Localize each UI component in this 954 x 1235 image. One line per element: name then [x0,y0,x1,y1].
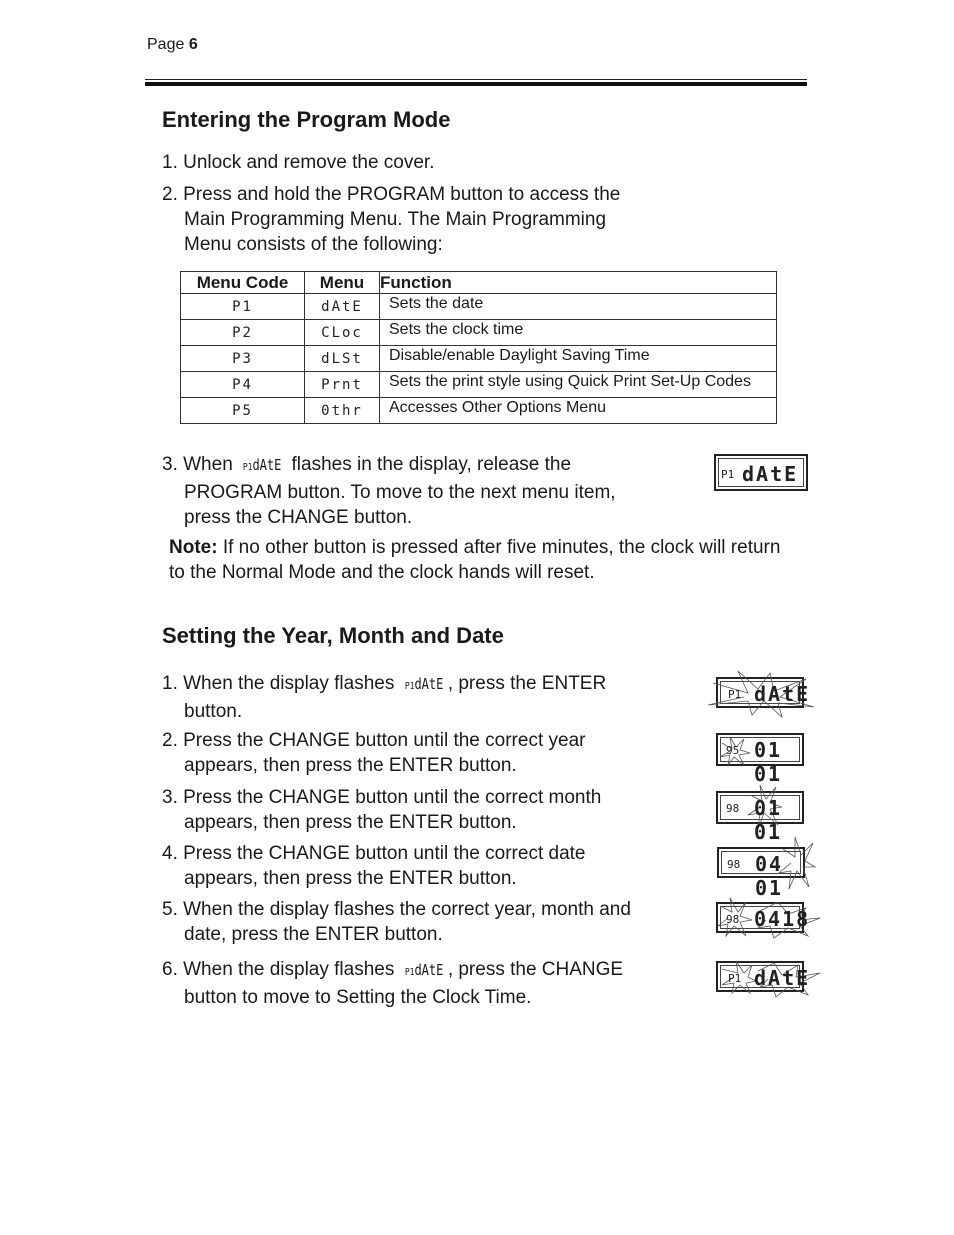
row-function: Sets the date [380,294,777,320]
section-heading-year-month-date: Setting the Year, Month and Date [162,623,504,648]
row-menu: Prnt [305,372,380,398]
row-function: Sets the clock time [380,320,777,346]
s2-step-2 [162,728,585,778]
s2-step-2-line2: appears, then press the ENTER button. [184,755,517,776]
lcd-big-digits: dAtE [742,462,799,486]
row-menu: dAtE [305,294,380,320]
lcd-big-digits: 0418 [754,907,811,931]
lcd-small-digits: 98 [726,913,740,926]
row-code: P1 [181,294,305,320]
inline-lcd-small: P1 [404,681,415,692]
page-number-label [147,36,198,54]
inline-lcd-small: P1 [242,462,253,473]
step-2-line1: 2. Press and hold the PROGRAM button to access the [162,184,621,205]
lcd-small-digits: P1 [728,688,742,701]
row-code: P2 [181,320,305,346]
s2-step-6-b: , press the CHANGE [447,959,624,980]
s2-step-4 [162,841,585,891]
s2-step-3 [162,785,601,835]
lcd-display-s2-4 [717,847,805,900]
lcd-display-s2-5 [716,902,811,933]
section-heading-program-mode: Entering the Program Mode [162,107,451,132]
row-function: Disable/enable Daylight Saving Time [380,346,777,372]
s2-step-1-b: , press the ENTER [447,673,607,694]
s2-step-3-a: 3. Press the CHANGE button until the correct month [162,787,602,808]
s2-step-3-line2: appears, then press the ENTER button. [184,812,517,833]
table-row [181,320,777,346]
inline-lcd-code [243,453,282,480]
lcd-big-digits: dAtE [754,682,811,706]
step-1-text: 1. Unlock and remove the cover. [162,152,435,173]
step-3-rest: flashes in the display, release the [291,454,572,475]
header-menu-code: Menu Code [181,272,305,294]
s2-step-4-a: 4. Press the CHANGE button until the correct date [162,843,586,864]
lcd-small-digits: P1 [721,468,735,481]
step-3-line2: PROGRAM button. To move to the next menu item, [184,482,616,503]
table-row [181,372,777,398]
s2-step-1 [162,671,606,724]
lcd-small-digits: P1 [728,972,742,985]
table-row [181,346,777,372]
s2-step-6-line2: button to move to Setting the Clock Time. [184,987,532,1008]
lcd-display-s2-2 [716,733,804,786]
inline-lcd-big: dAtE [414,675,443,693]
row-code: P3 [181,346,305,372]
header-function: Function [380,272,777,294]
step-3-line3: press the CHANGE button. [184,507,413,528]
step-2-text [162,182,620,257]
s2-step-6-a: 6. When the display flashes [162,959,395,980]
s2-step-2-a: 2. Press the CHANGE button until the correct year [162,730,586,751]
step-3-prefix: 3. When [162,454,233,475]
s2-step-6 [162,957,623,1010]
row-menu: 0thr [305,398,380,424]
lcd-display-s2-1 [716,677,811,708]
s2-step-5-a: 5. When the display flashes the correct year, month and [162,899,631,920]
lcd-big-digits: dAtE [754,966,811,990]
lcd-display-s2-6 [716,961,811,992]
inline-lcd-code [404,672,443,699]
lcd-small-digits: 98 [726,802,740,815]
s2-step-4-line2: appears, then press the ENTER button. [184,868,517,889]
step-2-line3: Menu consists of the following: [184,234,443,255]
inline-lcd-code [404,958,443,985]
inline-lcd-small: P1 [404,967,415,978]
table-row [181,398,777,424]
s2-step-1-line2: button. [184,701,243,722]
note-text: If no other button is pressed after five minutes, the clock will return to the Normal Mode and the clock hands will reset. [169,537,781,583]
header-rule-thin [145,79,807,80]
row-menu: dLSt [305,346,380,372]
s2-step-1-a: 1. When the display flashes [162,673,395,694]
inline-lcd-big: dAtE [252,456,282,474]
table-header-row [181,272,777,294]
table-row [181,294,777,320]
page-prefix: Page [147,36,185,53]
row-function: Accesses Other Options Menu [380,398,777,424]
row-menu: CLoc [305,320,380,346]
row-function: Sets the print style using Quick Print Set-Up Codes [380,372,777,398]
s2-step-5-line2: date, press the ENTER button. [184,924,443,945]
s2-step-5 [162,897,631,947]
lcd-big-digits: 01 01 [754,738,783,786]
lcd-big-digits: 04 01 [755,852,784,900]
step-2-line2: Main Programming Menu. The Main Programming [184,209,607,230]
header-rule-thick [145,82,807,86]
header-menu: Menu [305,272,380,294]
lcd-small-digits: 98 [727,858,741,871]
inline-lcd-big: dAtE [414,961,443,979]
lcd-display-step3 [714,454,808,491]
page-number: 6 [188,36,198,53]
step-3-text [162,452,616,530]
lcd-big-digits: 01 01 [754,796,783,844]
row-code: P5 [181,398,305,424]
note-paragraph [169,535,789,585]
row-code: P4 [181,372,305,398]
lcd-display-s2-3 [716,791,804,844]
lcd-small-digits: 95 [726,744,740,757]
note-label: Note: [169,537,218,558]
menu-code-table [180,271,777,424]
